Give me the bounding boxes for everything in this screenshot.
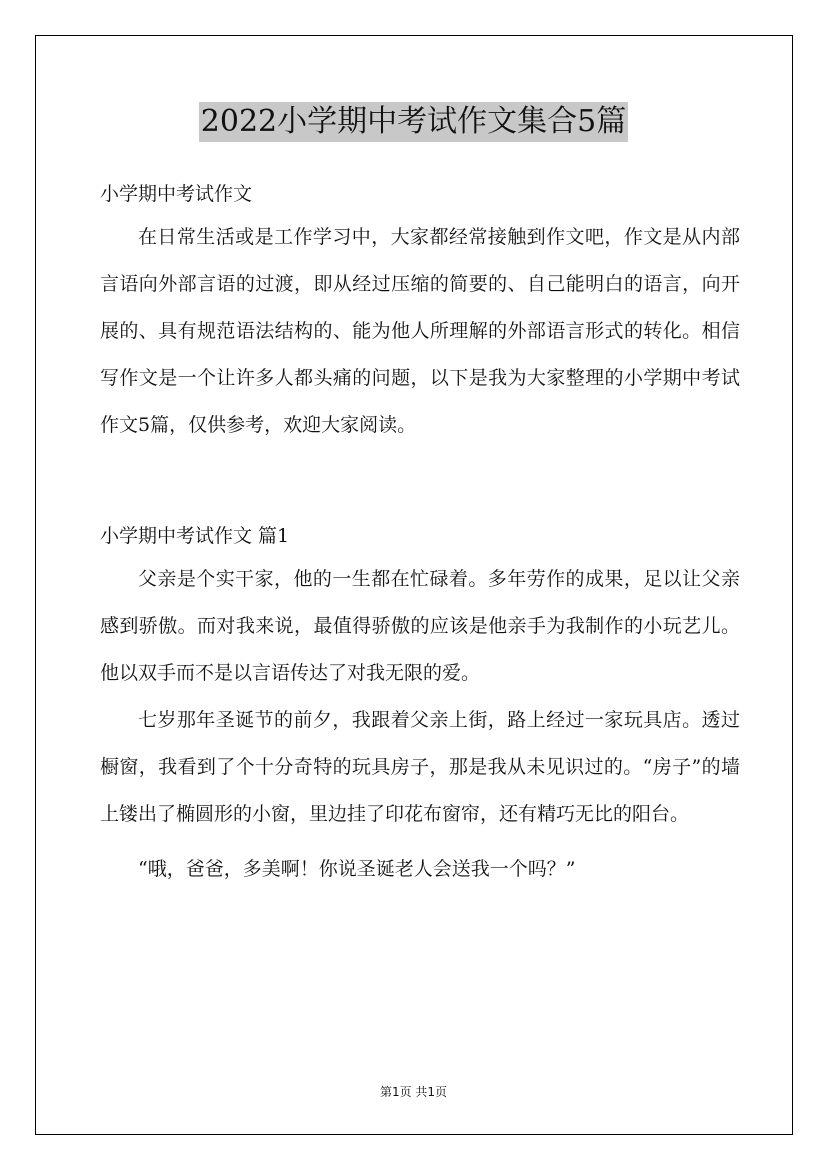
body-paragraph: “哦，爸爸，多美啊！你说圣诞老人会送我一个吗？” <box>138 858 576 880</box>
body-paragraph: 父亲是个实干家，他的一生都在忙碌着。多年劳作的成果，足以让父亲感到骄傲。而对我来说，最值得骄傲的应该是他亲手为我制作的小玩艺儿。他以双手而不是以言语传达了对我无限的爱。 <box>100 568 740 684</box>
document-body <box>100 174 740 893</box>
page-footer: 第1页 共1页 <box>379 1085 448 1099</box>
body-paragraph: 七岁那年圣诞节的前夕，我跟着父亲上街，路上经过一家玩具店。透过橱窗，我看到了个十分奇特的玩具房子，那是我从未见识过的。“房子”的墙上镂出了椭圆形的小窗，里边挂了印花布窗帘，还有精巧无比的阳台。 <box>100 709 740 825</box>
essay-heading: 小学期中考试作文 篇1 <box>100 525 290 547</box>
intro-paragraph: 在日常生活或是工作学习中，大家都经常接触到作文吧，作文是从内部言语向外部言语的过渡，即从经过压缩的简要的、自己能明白的语言，向开展的、具有规范语法结构的、能为他人所理解的外部语言形式的转化。相信写作文是一个让许多人都头痛的问题，以下是我为大家整理的小学期中考试作文5篇，仅供参考，欢迎大家阅读。 <box>100 226 740 436</box>
spacer <box>100 449 740 516</box>
document-title: 2022小学期中考试作文集合5篇 <box>199 102 628 142</box>
title-container <box>0 102 827 142</box>
section-heading: 小学期中考试作文 <box>100 183 253 205</box>
